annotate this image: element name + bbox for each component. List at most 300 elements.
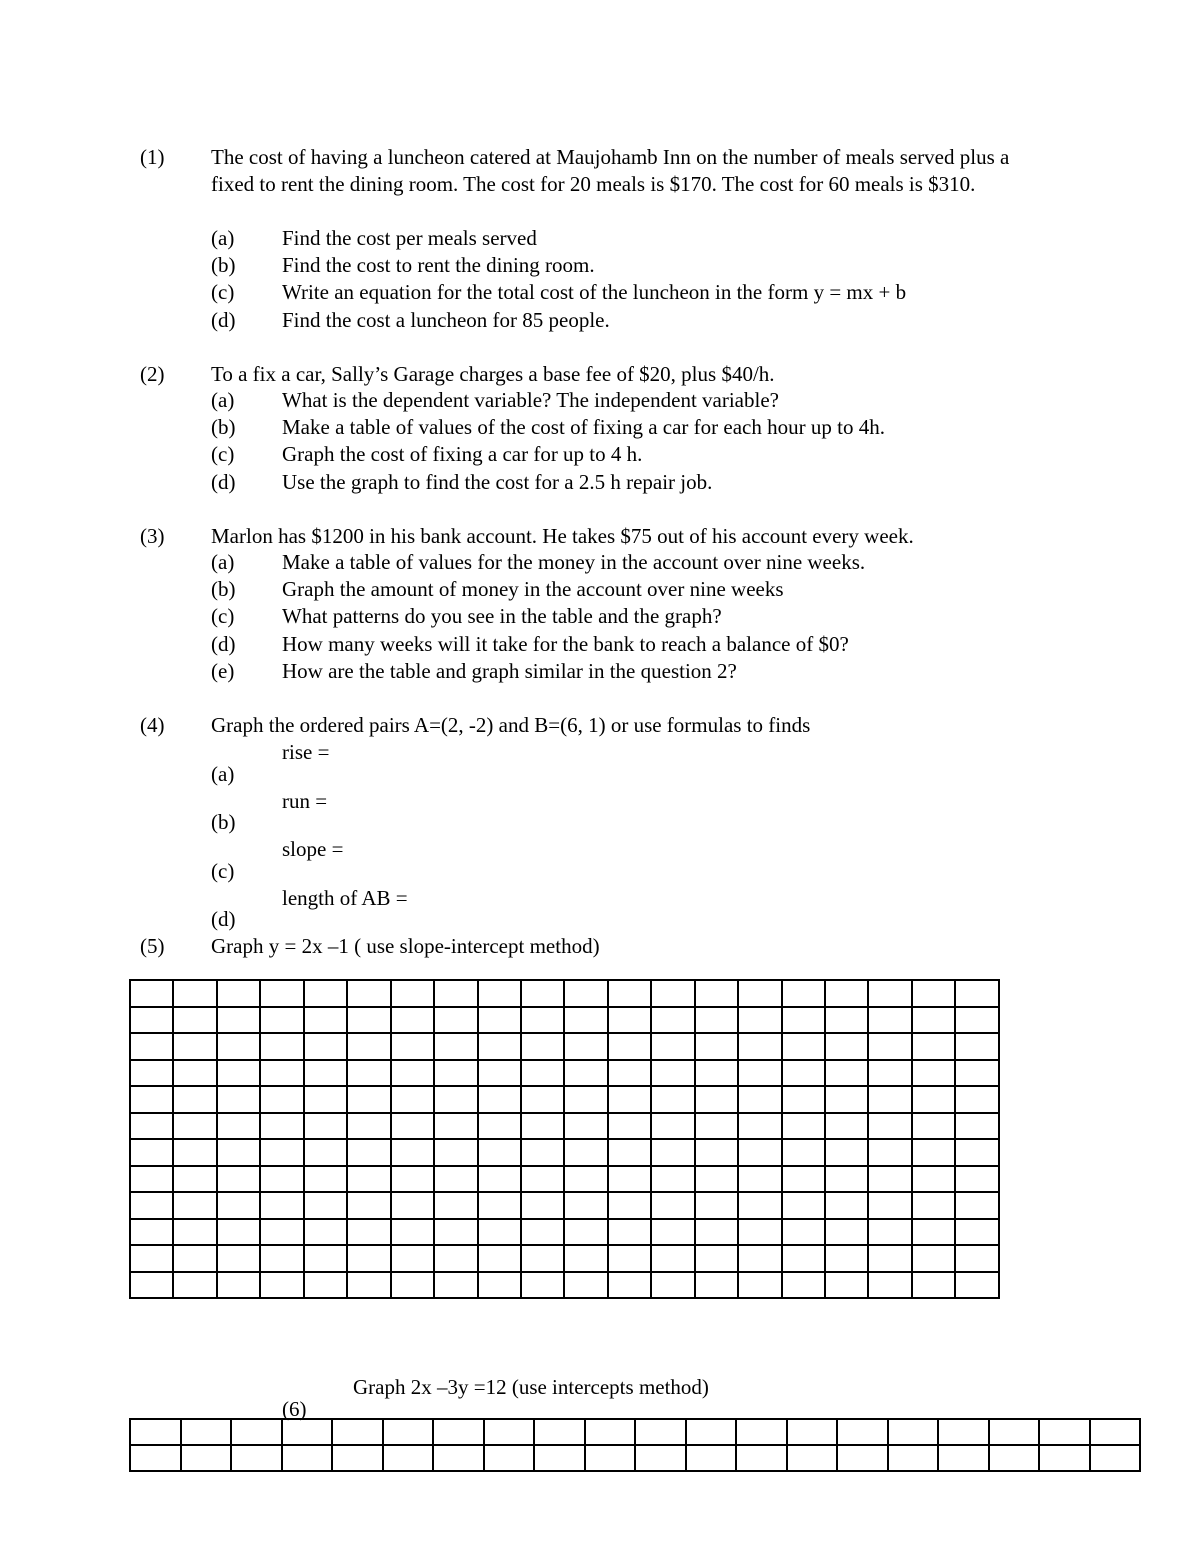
grid-cell	[173, 980, 216, 1007]
q3-part-d-text: How many weeks will it take for the bank to reach a balance of $0?	[282, 632, 849, 656]
grid-cell	[231, 1445, 282, 1471]
grid-cell	[217, 1192, 260, 1219]
grid-cell	[521, 1033, 564, 1060]
q1-part-d-label: (d)	[211, 308, 236, 332]
grid-cell	[478, 1060, 521, 1087]
grid-cell	[433, 1419, 484, 1445]
grid-cell	[955, 1192, 999, 1219]
grid-cell	[825, 1192, 868, 1219]
grid-cell	[181, 1419, 232, 1445]
grid-cell	[738, 1139, 781, 1166]
grid-cell	[651, 1033, 694, 1060]
q3-number: (3)	[140, 524, 165, 548]
grid-cell	[181, 1445, 232, 1471]
grid-row	[130, 1272, 999, 1299]
q4-part-b-text: run =	[282, 789, 328, 813]
grid-cell	[782, 1192, 825, 1219]
grid-cell	[738, 1219, 781, 1246]
q4-part-c-label: (c)	[211, 859, 235, 883]
grid-cell	[347, 1139, 390, 1166]
grid-cell	[938, 1445, 989, 1471]
grid-cell	[478, 1033, 521, 1060]
grid-cell	[434, 1245, 477, 1272]
grid-cell	[1090, 1445, 1141, 1471]
grid-cell	[912, 1192, 955, 1219]
grid-cell	[434, 1007, 477, 1034]
grid-cell	[738, 1245, 781, 1272]
grid-cell	[651, 1086, 694, 1113]
grid-cell	[686, 1419, 737, 1445]
grid-cell	[912, 1245, 955, 1272]
grid-cell	[130, 1139, 173, 1166]
grid-cell	[282, 1419, 333, 1445]
grid-cell	[736, 1419, 787, 1445]
grid-cell	[651, 1219, 694, 1246]
grid-cell	[608, 1192, 651, 1219]
grid-cell	[564, 1060, 607, 1087]
grid-cell	[260, 1272, 303, 1299]
grid-cell	[217, 1219, 260, 1246]
grid-cell	[347, 1060, 390, 1087]
grid-cell	[868, 1139, 911, 1166]
grid-cell	[825, 1245, 868, 1272]
q1-part-b-label: (b)	[211, 253, 236, 277]
q2-part-c-text: Graph the cost of fixing a car for up to 4 h.	[282, 442, 643, 466]
grid-cell	[738, 1060, 781, 1087]
grid-cell	[912, 1113, 955, 1140]
grid-cell	[564, 1166, 607, 1193]
grid-cell	[912, 1219, 955, 1246]
grid-cell	[695, 1007, 738, 1034]
grid-cell	[217, 1033, 260, 1060]
grid-row	[130, 1192, 999, 1219]
grid-cell	[484, 1419, 535, 1445]
grid-cell	[695, 1033, 738, 1060]
grid-cell	[564, 1139, 607, 1166]
grid-cell	[955, 1219, 999, 1246]
grid-cell	[782, 1113, 825, 1140]
grid-cell	[260, 1245, 303, 1272]
grid-cell	[608, 1086, 651, 1113]
grid-cell	[955, 980, 999, 1007]
grid-cell	[736, 1445, 787, 1471]
q1-number: (1)	[140, 145, 165, 169]
grid-cell	[912, 1166, 955, 1193]
grid-cell	[260, 980, 303, 1007]
grid-cell	[787, 1419, 838, 1445]
grid-cell	[825, 1086, 868, 1113]
grid-cell	[391, 1007, 434, 1034]
grid-cell	[478, 980, 521, 1007]
grid-cell	[608, 1007, 651, 1034]
grid-cell	[304, 1060, 347, 1087]
q1-part-c-text: Write an equation for the total cost of the luncheon in the form y = mx + b	[282, 280, 907, 304]
grid-cell	[695, 1166, 738, 1193]
grid-cell	[989, 1419, 1040, 1445]
grid-cell	[837, 1445, 888, 1471]
grid-cell	[478, 1139, 521, 1166]
grid-cell	[782, 1245, 825, 1272]
grid-cell	[868, 1086, 911, 1113]
grid-cell	[955, 1033, 999, 1060]
grid-cell	[130, 1272, 173, 1299]
grid-cell	[1039, 1419, 1090, 1445]
grid-cell	[738, 1033, 781, 1060]
grid-cell	[347, 1219, 390, 1246]
grid-cell	[282, 1445, 333, 1471]
grid-cell	[173, 1060, 216, 1087]
grid-cell	[260, 1113, 303, 1140]
grid-cell	[782, 1272, 825, 1299]
grid-cell	[391, 1033, 434, 1060]
grid-cell	[434, 1272, 477, 1299]
q3-part-e-text: How are the table and graph similar in the question 2?	[282, 659, 737, 683]
q2-text: To a fix a car, Sally’s Garage charges a base fee of $20, plus $40/h.	[211, 362, 775, 386]
q1-part-a-label: (a)	[211, 226, 235, 250]
q6-number: (6)	[282, 1397, 307, 1421]
grid-cell	[738, 980, 781, 1007]
grid-cell	[478, 1007, 521, 1034]
grid-cell	[304, 1245, 347, 1272]
q4-part-d-label: (d)	[211, 907, 236, 931]
grid-cell	[217, 1272, 260, 1299]
grid-cell	[391, 980, 434, 1007]
grid-row	[130, 1086, 999, 1113]
grid-cell	[332, 1445, 383, 1471]
grid-cell	[434, 1192, 477, 1219]
grid-row	[130, 1007, 999, 1034]
grid-cell	[391, 1113, 434, 1140]
grid-cell	[695, 1113, 738, 1140]
grid-cell	[868, 1113, 911, 1140]
q3-part-a-text: Make a table of values for the money in the account over nine weeks.	[282, 550, 866, 574]
grid-cell	[695, 1060, 738, 1087]
grid-cell	[738, 1086, 781, 1113]
grid-cell	[825, 1272, 868, 1299]
grid-cell	[391, 1060, 434, 1087]
grid-cell	[521, 1272, 564, 1299]
grid-cell	[521, 980, 564, 1007]
grid-cell	[260, 1219, 303, 1246]
grid-cell	[651, 1245, 694, 1272]
grid-cell	[231, 1419, 282, 1445]
grid-cell	[347, 1113, 390, 1140]
grid-cell	[912, 1033, 955, 1060]
grid-cell	[521, 1060, 564, 1087]
grid-cell	[585, 1445, 636, 1471]
grid-cell	[564, 1245, 607, 1272]
grid-cell	[868, 1272, 911, 1299]
grid-cell	[521, 1007, 564, 1034]
grid-cell	[564, 1033, 607, 1060]
grid-row	[130, 1219, 999, 1246]
grid-cell	[347, 1086, 390, 1113]
grid-cell	[434, 980, 477, 1007]
grid-cell	[434, 1033, 477, 1060]
grid-cell	[434, 1086, 477, 1113]
grid-cell	[651, 1060, 694, 1087]
grid-cell	[695, 1139, 738, 1166]
grid-cell	[825, 1166, 868, 1193]
grid-cell	[434, 1139, 477, 1166]
grid-cell	[608, 1272, 651, 1299]
grid-cell	[304, 1086, 347, 1113]
q3-part-d-label: (d)	[211, 632, 236, 656]
grid-cell	[478, 1219, 521, 1246]
q2-part-b-label: (b)	[211, 415, 236, 439]
grid-cell	[868, 1033, 911, 1060]
grid-cell	[391, 1245, 434, 1272]
grid-cell	[304, 1272, 347, 1299]
grid-cell	[787, 1445, 838, 1471]
grid-cell	[608, 1113, 651, 1140]
grid-row	[130, 1033, 999, 1060]
q3-part-e-label: (e)	[211, 659, 235, 683]
grid-cell	[478, 1272, 521, 1299]
grid-cell	[825, 1139, 868, 1166]
grid-cell	[130, 1192, 173, 1219]
grid-cell	[564, 1086, 607, 1113]
grid-cell	[332, 1419, 383, 1445]
grid-cell	[347, 980, 390, 1007]
q4-part-a-text: rise =	[282, 740, 330, 764]
grid-cell	[534, 1445, 585, 1471]
grid-cell	[173, 1007, 216, 1034]
grid-cell	[825, 1060, 868, 1087]
graph-grid-q5	[129, 979, 1000, 1299]
grid-cell	[304, 1007, 347, 1034]
grid-cell	[782, 1033, 825, 1060]
grid-cell	[651, 1272, 694, 1299]
grid-cell	[868, 980, 911, 1007]
graph-grid-q6	[129, 1418, 1141, 1472]
grid-cell	[782, 1139, 825, 1166]
grid-cell	[955, 1166, 999, 1193]
grid-cell	[347, 1166, 390, 1193]
grid-cell	[608, 1219, 651, 1246]
grid-cell	[130, 1113, 173, 1140]
grid-cell	[173, 1245, 216, 1272]
q2-part-c-label: (c)	[211, 442, 235, 466]
grid-cell	[651, 1007, 694, 1034]
grid-cell	[738, 1272, 781, 1299]
grid-cell	[651, 1113, 694, 1140]
grid-cell	[173, 1272, 216, 1299]
grid-cell	[434, 1166, 477, 1193]
q3-part-b-label: (b)	[211, 577, 236, 601]
grid-cell	[434, 1219, 477, 1246]
grid-cell	[130, 1007, 173, 1034]
grid-cell	[695, 1272, 738, 1299]
grid-cell	[217, 980, 260, 1007]
grid-cell	[130, 1445, 181, 1471]
grid-cell	[608, 1060, 651, 1087]
grid-cell	[260, 1007, 303, 1034]
grid-cell	[955, 1060, 999, 1087]
grid-cell	[304, 1113, 347, 1140]
grid-cell	[635, 1445, 686, 1471]
grid-cell	[686, 1445, 737, 1471]
grid-cell	[391, 1166, 434, 1193]
grid-cell	[695, 1192, 738, 1219]
grid-cell	[564, 1219, 607, 1246]
grid-cell	[868, 1245, 911, 1272]
grid-cell	[347, 1033, 390, 1060]
grid-cell	[868, 1192, 911, 1219]
grid-cell	[173, 1166, 216, 1193]
grid-cell	[173, 1113, 216, 1140]
grid-cell	[738, 1007, 781, 1034]
grid-row	[130, 1139, 999, 1166]
grid-cell	[217, 1139, 260, 1166]
q2-part-a-label: (a)	[211, 388, 235, 412]
grid-cell	[651, 980, 694, 1007]
grid-cell	[484, 1445, 535, 1471]
grid-cell	[564, 1113, 607, 1140]
grid-cell	[217, 1086, 260, 1113]
grid-cell	[130, 1166, 173, 1193]
grid-cell	[217, 1113, 260, 1140]
q6-text: Graph 2x –3y =12 (use intercepts method)	[353, 1375, 709, 1399]
q2-part-d-label: (d)	[211, 470, 236, 494]
grid-cell	[217, 1060, 260, 1087]
grid-cell	[260, 1033, 303, 1060]
grid-cell	[521, 1113, 564, 1140]
grid-cell	[782, 1086, 825, 1113]
grid-cell	[564, 1192, 607, 1219]
grid-cell	[521, 1192, 564, 1219]
q3-part-c-label: (c)	[211, 604, 235, 628]
grid-cell	[173, 1033, 216, 1060]
grid-cell	[651, 1166, 694, 1193]
grid-cell	[391, 1272, 434, 1299]
grid-cell	[585, 1419, 636, 1445]
grid-cell	[260, 1139, 303, 1166]
grid-cell	[391, 1192, 434, 1219]
grid-cell	[130, 1033, 173, 1060]
grid-cell	[825, 1007, 868, 1034]
grid-row	[130, 1445, 1140, 1471]
grid-cell	[383, 1419, 434, 1445]
q1-text-line1: The cost of having a luncheon catered at Maujohamb Inn on the number of meals served plus a	[211, 145, 1010, 169]
grid-cell	[521, 1139, 564, 1166]
grid-cell	[130, 1219, 173, 1246]
grid-cell	[260, 1166, 303, 1193]
grid-cell	[478, 1245, 521, 1272]
grid-cell	[868, 1166, 911, 1193]
grid-cell	[782, 1060, 825, 1087]
q1-part-b-text: Find the cost to rent the dining room.	[282, 253, 595, 277]
grid-cell	[130, 1060, 173, 1087]
q4-part-d-text: length of AB =	[282, 886, 408, 910]
q1-part-c-label: (c)	[211, 280, 235, 304]
grid-cell	[217, 1245, 260, 1272]
q3-text: Marlon has $1200 in his bank account. He takes $75 out of his account every week.	[211, 524, 914, 548]
grid-cell	[912, 1139, 955, 1166]
grid-cell	[955, 1272, 999, 1299]
grid-cell	[868, 1219, 911, 1246]
grid-cell	[173, 1086, 216, 1113]
grid-cell	[782, 1166, 825, 1193]
grid-cell	[825, 980, 868, 1007]
grid-cell	[608, 980, 651, 1007]
grid-cell	[782, 1007, 825, 1034]
grid-cell	[1090, 1419, 1141, 1445]
grid-cell	[534, 1419, 585, 1445]
grid-cell	[1039, 1445, 1090, 1471]
q1-part-d-text: Find the cost a luncheon for 85 people.	[282, 308, 610, 332]
grid-cell	[304, 1139, 347, 1166]
q2-part-a-text: What is the dependent variable? The independent variable?	[282, 388, 779, 412]
grid-cell	[608, 1139, 651, 1166]
grid-cell	[173, 1139, 216, 1166]
grid-cell	[478, 1113, 521, 1140]
grid-cell	[478, 1086, 521, 1113]
grid-cell	[825, 1219, 868, 1246]
grid-cell	[260, 1086, 303, 1113]
grid-cell	[304, 1033, 347, 1060]
q5-text: Graph y = 2x –1 ( use slope-intercept method)	[211, 934, 600, 958]
grid-cell	[130, 1086, 173, 1113]
grid-cell	[868, 1007, 911, 1034]
grid-cell	[912, 1272, 955, 1299]
grid-cell	[521, 1086, 564, 1113]
grid-row	[130, 1060, 999, 1087]
grid-cell	[564, 1007, 607, 1034]
grid-cell	[955, 1113, 999, 1140]
grid-row	[130, 1166, 999, 1193]
grid-cell	[738, 1166, 781, 1193]
q4-number: (4)	[140, 713, 165, 737]
grid-cell	[955, 1086, 999, 1113]
grid-row	[130, 1245, 999, 1272]
q2-part-b-text: Make a table of values of the cost of fixing a car for each hour up to 4h.	[282, 415, 885, 439]
grid-cell	[130, 980, 173, 1007]
q4-text: Graph the ordered pairs A=(2, -2) and B=(6, 1) or use formulas to finds	[211, 713, 811, 737]
grid-cell	[738, 1192, 781, 1219]
grid-cell	[478, 1166, 521, 1193]
q1-part-a-text: Find the cost per meals served	[282, 226, 537, 250]
q4-part-b-label: (b)	[211, 810, 236, 834]
q4-part-c-text: slope =	[282, 837, 344, 861]
grid-cell	[217, 1166, 260, 1193]
grid-cell	[695, 980, 738, 1007]
q2-part-d-text: Use the graph to find the cost for a 2.5 h repair job.	[282, 470, 713, 494]
grid-cell	[304, 1219, 347, 1246]
grid-cell	[347, 1007, 390, 1034]
grid-cell	[989, 1445, 1040, 1471]
grid-cell	[955, 1007, 999, 1034]
grid-cell	[564, 1272, 607, 1299]
grid-cell	[651, 1139, 694, 1166]
grid-cell	[173, 1219, 216, 1246]
grid-cell	[738, 1113, 781, 1140]
grid-cell	[521, 1219, 564, 1246]
grid-cell	[782, 980, 825, 1007]
grid-cell	[635, 1419, 686, 1445]
q4-part-a-label: (a)	[211, 762, 235, 786]
grid-cell	[130, 1245, 173, 1272]
grid-cell	[304, 1166, 347, 1193]
grid-cell	[782, 1219, 825, 1246]
grid-cell	[825, 1033, 868, 1060]
grid-cell	[912, 1060, 955, 1087]
grid-cell	[608, 1166, 651, 1193]
q5-number: (5)	[140, 934, 165, 958]
q3-part-c-text: What patterns do you see in the table and the graph?	[282, 604, 722, 628]
grid-cell	[888, 1445, 939, 1471]
grid-cell	[347, 1192, 390, 1219]
